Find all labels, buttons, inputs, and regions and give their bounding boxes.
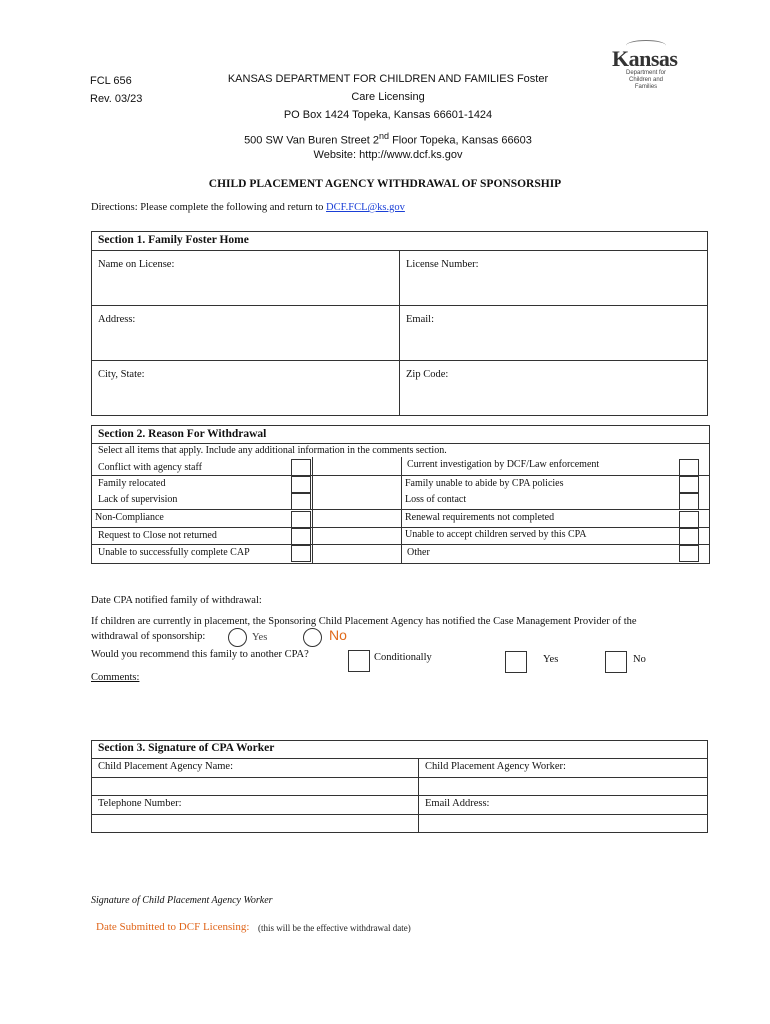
grid-line [312,457,313,563]
checkbox-supervision[interactable] [291,493,311,510]
section3-heading: Section 3. Signature of CPA Worker [98,742,275,754]
email-label-cell [419,796,708,815]
section3-heading-cell [92,741,708,759]
directions-text: Directions: Please complete the following and return to [91,202,327,213]
address-field[interactable] [92,306,400,361]
license-number-label: License Number: [406,259,479,270]
address-sup: nd [379,131,390,141]
reason-cap: Unable to successfully complete CAP [98,547,250,558]
conditionally-label: Conditionally [374,652,432,663]
agency-name-label: Child Placement Agency Name: [98,761,234,772]
address-post: Floor Topeka, Kansas 66603 [389,134,532,147]
checkbox-conflict[interactable] [291,459,311,476]
address-label: Address: [98,314,136,325]
directions-email-link[interactable]: DCF.FCL@ks.gov [326,202,405,213]
agency-name-field[interactable] [92,778,419,796]
logo-wordmark: Kansas [612,46,678,71]
checkbox-relocated[interactable] [291,476,311,493]
comments-label: Comments: [91,672,140,683]
dept-website: Website: http://www.dcf.ks.gov [313,148,463,161]
phone-field[interactable] [92,815,419,833]
phone-label: Telephone Number: [98,798,182,809]
section3-table [91,740,708,833]
date-submitted-note: (this will be the effective withdrawal date) [258,923,411,933]
grid-line [92,527,709,528]
checkbox-request-close[interactable] [291,528,311,545]
reason-other: Other [407,547,430,558]
section2-reasons [91,425,710,564]
recommend-question: Would you recommend this family to another CPA? [91,649,309,660]
form-title: CHILD PLACEMENT AGENCY WITHDRAWAL OF SPONSORSHIP [208,178,562,190]
zip-code-label: Zip Code: [406,369,449,380]
no-radio-label: No [329,627,347,643]
agency-worker-label-cell [419,759,708,778]
children-placement-text [91,614,691,644]
checkbox-cpa-policies[interactable] [679,476,699,493]
section2-heading: Section 2. Reason For Withdrawal [98,428,267,440]
city-state-field[interactable] [92,361,400,416]
reason-noncompliance: Non-Compliance [95,512,164,523]
form-identifier [90,72,142,108]
recommend-yes-label: Yes [543,654,559,665]
kansas-dcf-logo [606,46,678,90]
date-notified-label: Date CPA notified family of withdrawal: [91,595,262,606]
date-submitted-label: Date Submitted to DCF Licensing: [96,921,250,933]
checkbox-unable-accept[interactable] [679,528,699,545]
directions [91,202,405,213]
form-number: FCL 656 [90,75,132,87]
checkbox-investigation[interactable] [679,459,699,476]
zip-code-field[interactable] [400,361,708,416]
reason-supervision: Lack of supervision [98,494,178,505]
address-pre: 500 SW Van Buren Street 2 [244,134,379,147]
recommend-yes-checkbox[interactable] [505,651,527,673]
grid-line [401,457,402,563]
section1-heading: Section 1. Family Foster Home [98,234,249,246]
logo-subtitle: Department for Children and Families [625,70,667,90]
checkbox-loss-contact[interactable] [679,493,699,510]
conditionally-checkbox[interactable] [348,650,370,672]
checkbox-noncompliance[interactable] [291,511,311,528]
grid-line [92,509,709,510]
dept-line-3: PO Box 1424 Topeka, Kansas 66601-1424 [283,109,493,121]
checkbox-cap[interactable] [291,545,311,562]
reason-renewal: Renewal requirements not completed [405,512,555,523]
checkbox-renewal[interactable] [679,511,699,528]
section1-heading-cell [92,232,708,251]
reason-request-close: Request to Close not returned [98,530,217,541]
no-radio[interactable] [303,628,322,647]
reason-relocated: Family relocated [98,478,166,489]
form-revision: Rev. 03/23 [90,93,143,105]
license-number-field[interactable] [400,251,708,306]
name-on-license-label: Name on License: [98,259,175,270]
grid-line [92,475,709,476]
section2-divider [92,443,709,444]
reason-unable-accept: Unable to accept children served by this CPA [405,529,587,540]
reason-conflict: Conflict with agency staff [98,462,202,473]
agency-worker-field[interactable] [419,778,708,796]
reason-cpa-policies: Family unable to abide by CPA policies [405,478,564,489]
dept-line-2: Care Licensing [351,91,425,103]
recommend-no-checkbox[interactable] [605,651,627,673]
yes-radio[interactable] [228,628,247,647]
children-line-1: If children are currently in placement, the Sponsoring Child Placement Agency has notified the Case Management Provider of the [91,616,637,627]
reason-loss-contact: Loss of contact [405,494,467,505]
section1-table [91,231,708,416]
grid-line [92,544,709,545]
section2-note: Select all items that apply. Include any additional information in the comments section. [98,445,447,456]
phone-label-cell [92,796,419,815]
checkbox-other[interactable] [679,545,699,562]
email-label: Email: [406,314,434,325]
recommend-no-label: No [633,654,646,665]
department-header [200,70,576,164]
children-line-2: withdrawal of sponsorship: [91,631,206,642]
yes-radio-label: Yes [252,632,268,643]
name-on-license-field[interactable] [92,251,400,306]
agency-worker-label: Child Placement Agency Worker: [425,761,566,772]
agency-name-label-cell [92,759,419,778]
section3-email-field[interactable] [419,815,708,833]
email-field[interactable] [400,306,708,361]
reason-investigation: Current investigation by DCF/Law enforcement [407,459,600,470]
signature-label: Signature of Child Placement Agency Worker [91,895,273,906]
city-state-label: City, State: [98,369,145,380]
dept-line-1: KANSAS DEPARTMENT FOR CHILDREN AND FAMILIES Foster [227,73,549,85]
section3-email-label: Email Address: [425,798,490,809]
